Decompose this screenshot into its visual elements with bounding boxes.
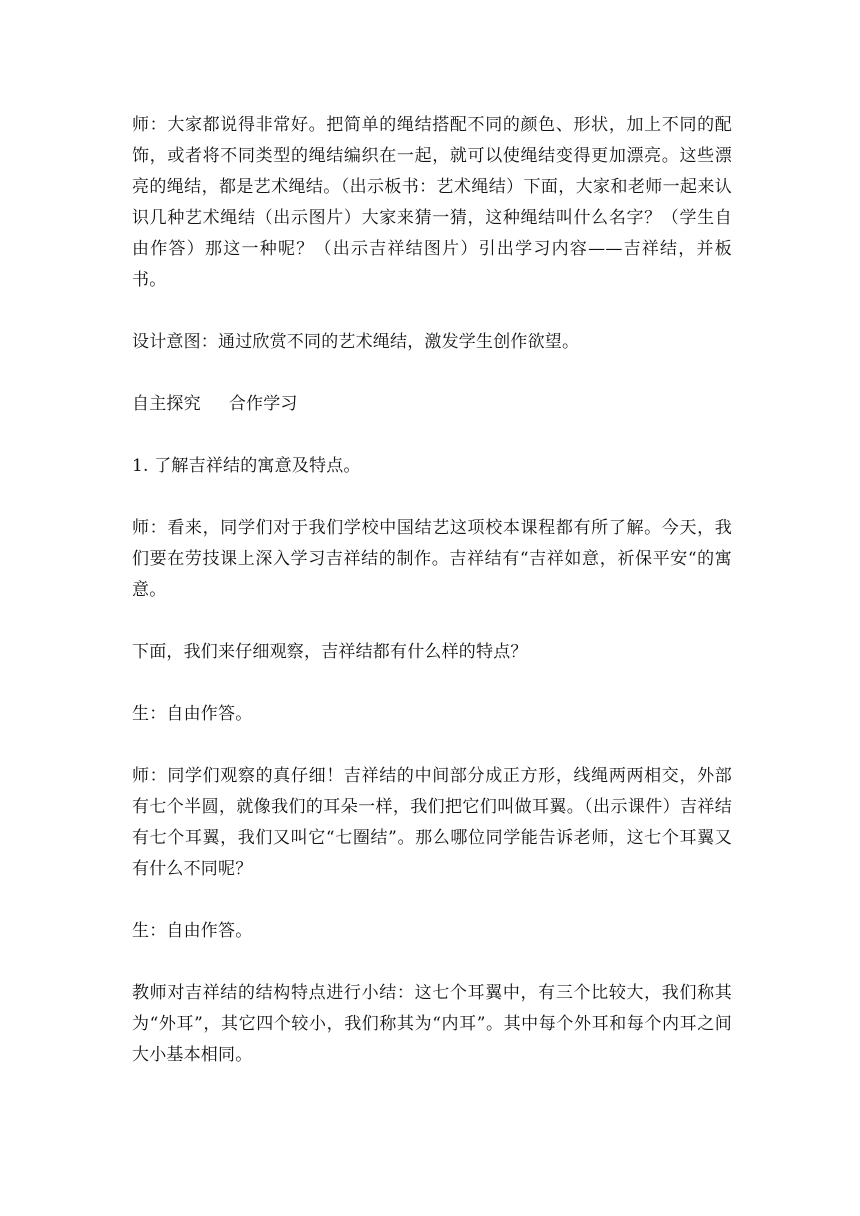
paragraph-step-one: 1. 了解吉祥结的寓意及特点。 (132, 456, 361, 476)
paragraph-student-answer-1: 生：自由作答。 (132, 704, 253, 724)
section-heading (132, 389, 732, 420)
paragraph-teacher-intro: 师：大家都说得非常好。把简单的绳结搭配不同的颜色、形状，加上不同的配饰，或者将不同类型的绳结编织在一起，就可以使绳结变得更加漂亮。这些漂亮的绳结，都是艺术绳结。（出示板书：艺术绳结）下面，大家和老师一起来认识几种艺术绳结（出示图片）大家来猜一猜，这种绳结叫什么名字？（学生自由作答）那这一种呢？（出示吉祥结图片）引出学习内容——吉祥结，并板书。 (132, 115, 732, 290)
paragraph-student-answer-2: 生：自由作答。 (132, 921, 253, 941)
section-heading-left: 自主探究 (132, 394, 201, 414)
section-heading-right: 合作学习 (228, 394, 298, 414)
paragraph-teacher-lesson: 师：看来，同学们对于我们学校中国结艺这项校本课程都有所了解。今天，我们要在劳技课上深入学习吉祥结的制作。吉祥结有“吉祥如意，祈保平安“的寓意。 (132, 518, 732, 600)
paragraph-design-intent: 设计意图：通过欣赏不同的艺术绳结，激发学生创作欲望。 (132, 332, 580, 352)
paragraph-summary: 教师对吉祥结的结构特点进行小结：这七个耳翼中，有三个比较大，我们称其为“外耳”，其它四个较小，我们称其为“内耳”。其中每个外耳和每个内耳之间大小基本相同。 (132, 983, 732, 1065)
paragraph-observe-question: 下面，我们来仔细观察，吉祥结都有什么样的特点？ (132, 642, 528, 662)
document-page (132, 110, 732, 1071)
paragraph-teacher-structure: 师：同学们观察的真仔细！吉祥结的中间部分成正方形，线绳两两相交，外部有七个半圆，就像我们的耳朵一样，我们把它们叫做耳翼。（出示课件）吉祥结有七个耳翼，我们又叫它“七圈结”。那么哪位同学能告诉老师，这七个耳翼又有什么不同呢？ (132, 766, 732, 879)
